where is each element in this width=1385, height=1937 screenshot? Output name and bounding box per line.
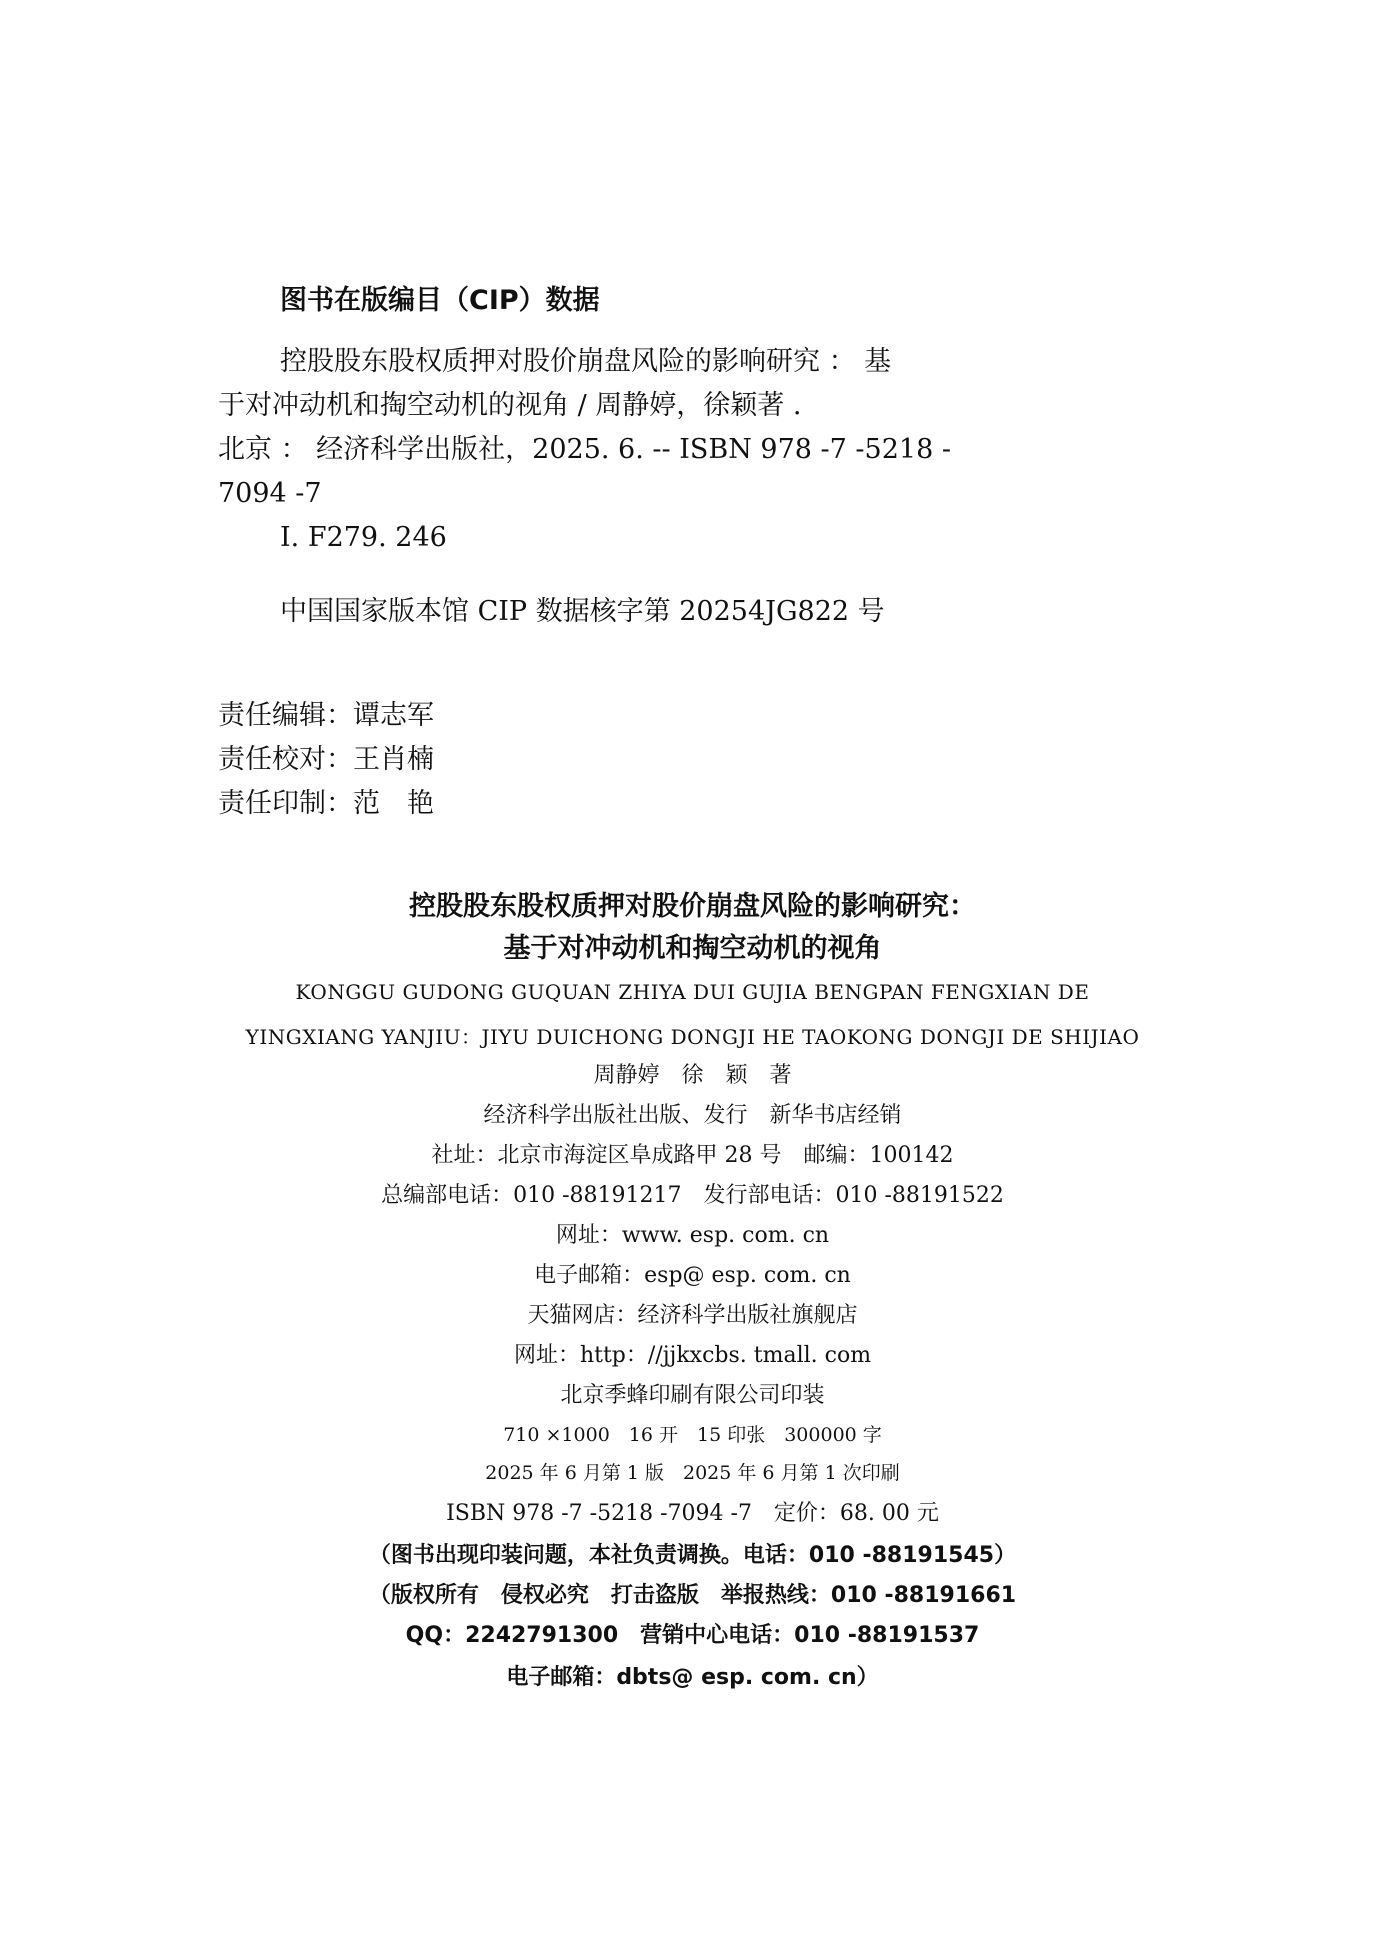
cip-record bbox=[218, 340, 951, 560]
isbn-price: ISBN 978 -7 -5218 -7094 -7 定价：68. 00 元 bbox=[446, 1501, 939, 1526]
specs: 710 ×1000 16 开 15 印张 300000 字 bbox=[503, 1424, 882, 1446]
book-title-line-1: 控股股东股权质押对股价崩盘风险的影响研究： bbox=[409, 891, 976, 922]
authors: 周静婷 徐 颖 著 bbox=[593, 1063, 792, 1088]
cip-line-1: 控股股东股权质押对股价崩盘风险的影响研究 ： 基 bbox=[280, 346, 892, 377]
cip-classification: Ⅰ. F279. 246 bbox=[280, 522, 447, 553]
cip-heading: 图书在版编目（CIP）数据 bbox=[280, 285, 600, 316]
phones: 总编部电话：010 -88191217 发行部电话：010 -88191522 bbox=[381, 1183, 1004, 1208]
pinyin-title-line-2: YINGXIANG YANJIU：JIYU DUICHONG DONGJI HE TAOKONG DONGJI DE SHIJIAO bbox=[245, 1025, 1140, 1049]
book-title-line-2: 基于对冲动机和掏空动机的视角 bbox=[503, 933, 882, 964]
notice-contact: QQ：2242791300 营销中心电话：010 -88191537 bbox=[405, 1623, 980, 1648]
cip-line-2: 于对冲动机和掏空动机的视角 / 周静婷，徐颖著 . bbox=[218, 390, 802, 421]
staff-list bbox=[218, 694, 434, 826]
cip-line-4: 7094 -7 bbox=[218, 478, 322, 509]
notice-email: 电子邮箱：dbts@ esp. com. cn） bbox=[506, 1665, 879, 1690]
staff-printing: 责任印制：范 艳 bbox=[218, 788, 434, 819]
staff-proofreader: 责任校对：王肖楠 bbox=[218, 744, 434, 775]
notice-copyright: （版权所有 侵权必究 打击盗版 举报热线：010 -88191661 bbox=[368, 1583, 1017, 1608]
tmall-store: 天猫网店：经济科学出版社旗舰店 bbox=[527, 1303, 858, 1328]
email: 电子邮箱：esp@ esp. com. cn bbox=[534, 1263, 851, 1288]
publisher: 经济科学出版社出版、发行 新华书店经销 bbox=[483, 1103, 902, 1128]
staff-editor: 责任编辑：谭志军 bbox=[218, 700, 434, 731]
pinyin-title-line-1: KONGGU GUDONG GUQUAN ZHIYA DUI GUJIA BENGPAN FENGXIAN DE bbox=[295, 980, 1090, 1004]
edition: 2025 年 6 月第 1 版 2025 年 6 月第 1 次印刷 bbox=[485, 1462, 900, 1484]
cip-line-3: 北京 ： 经济科学出版社，2025. 6. -- ISBN 978 -7 -5218 - bbox=[218, 434, 951, 465]
cip-verification-number: 中国国家版本馆 CIP 数据核字第 20254JG822 号 bbox=[280, 596, 885, 627]
printer: 北京季蜂印刷有限公司印装 bbox=[560, 1383, 825, 1408]
address: 社址：北京市海淀区阜成路甲 28 号 邮编：100142 bbox=[431, 1143, 954, 1168]
tmall-url: 网址：http：//jjkxcbs. tmall. com bbox=[513, 1343, 872, 1368]
website: 网址：www. esp. com. cn bbox=[555, 1223, 830, 1248]
notice-printing-issues: （图书出现印装问题，本社负责调换。电话：010 -88191545） bbox=[368, 1543, 1017, 1568]
